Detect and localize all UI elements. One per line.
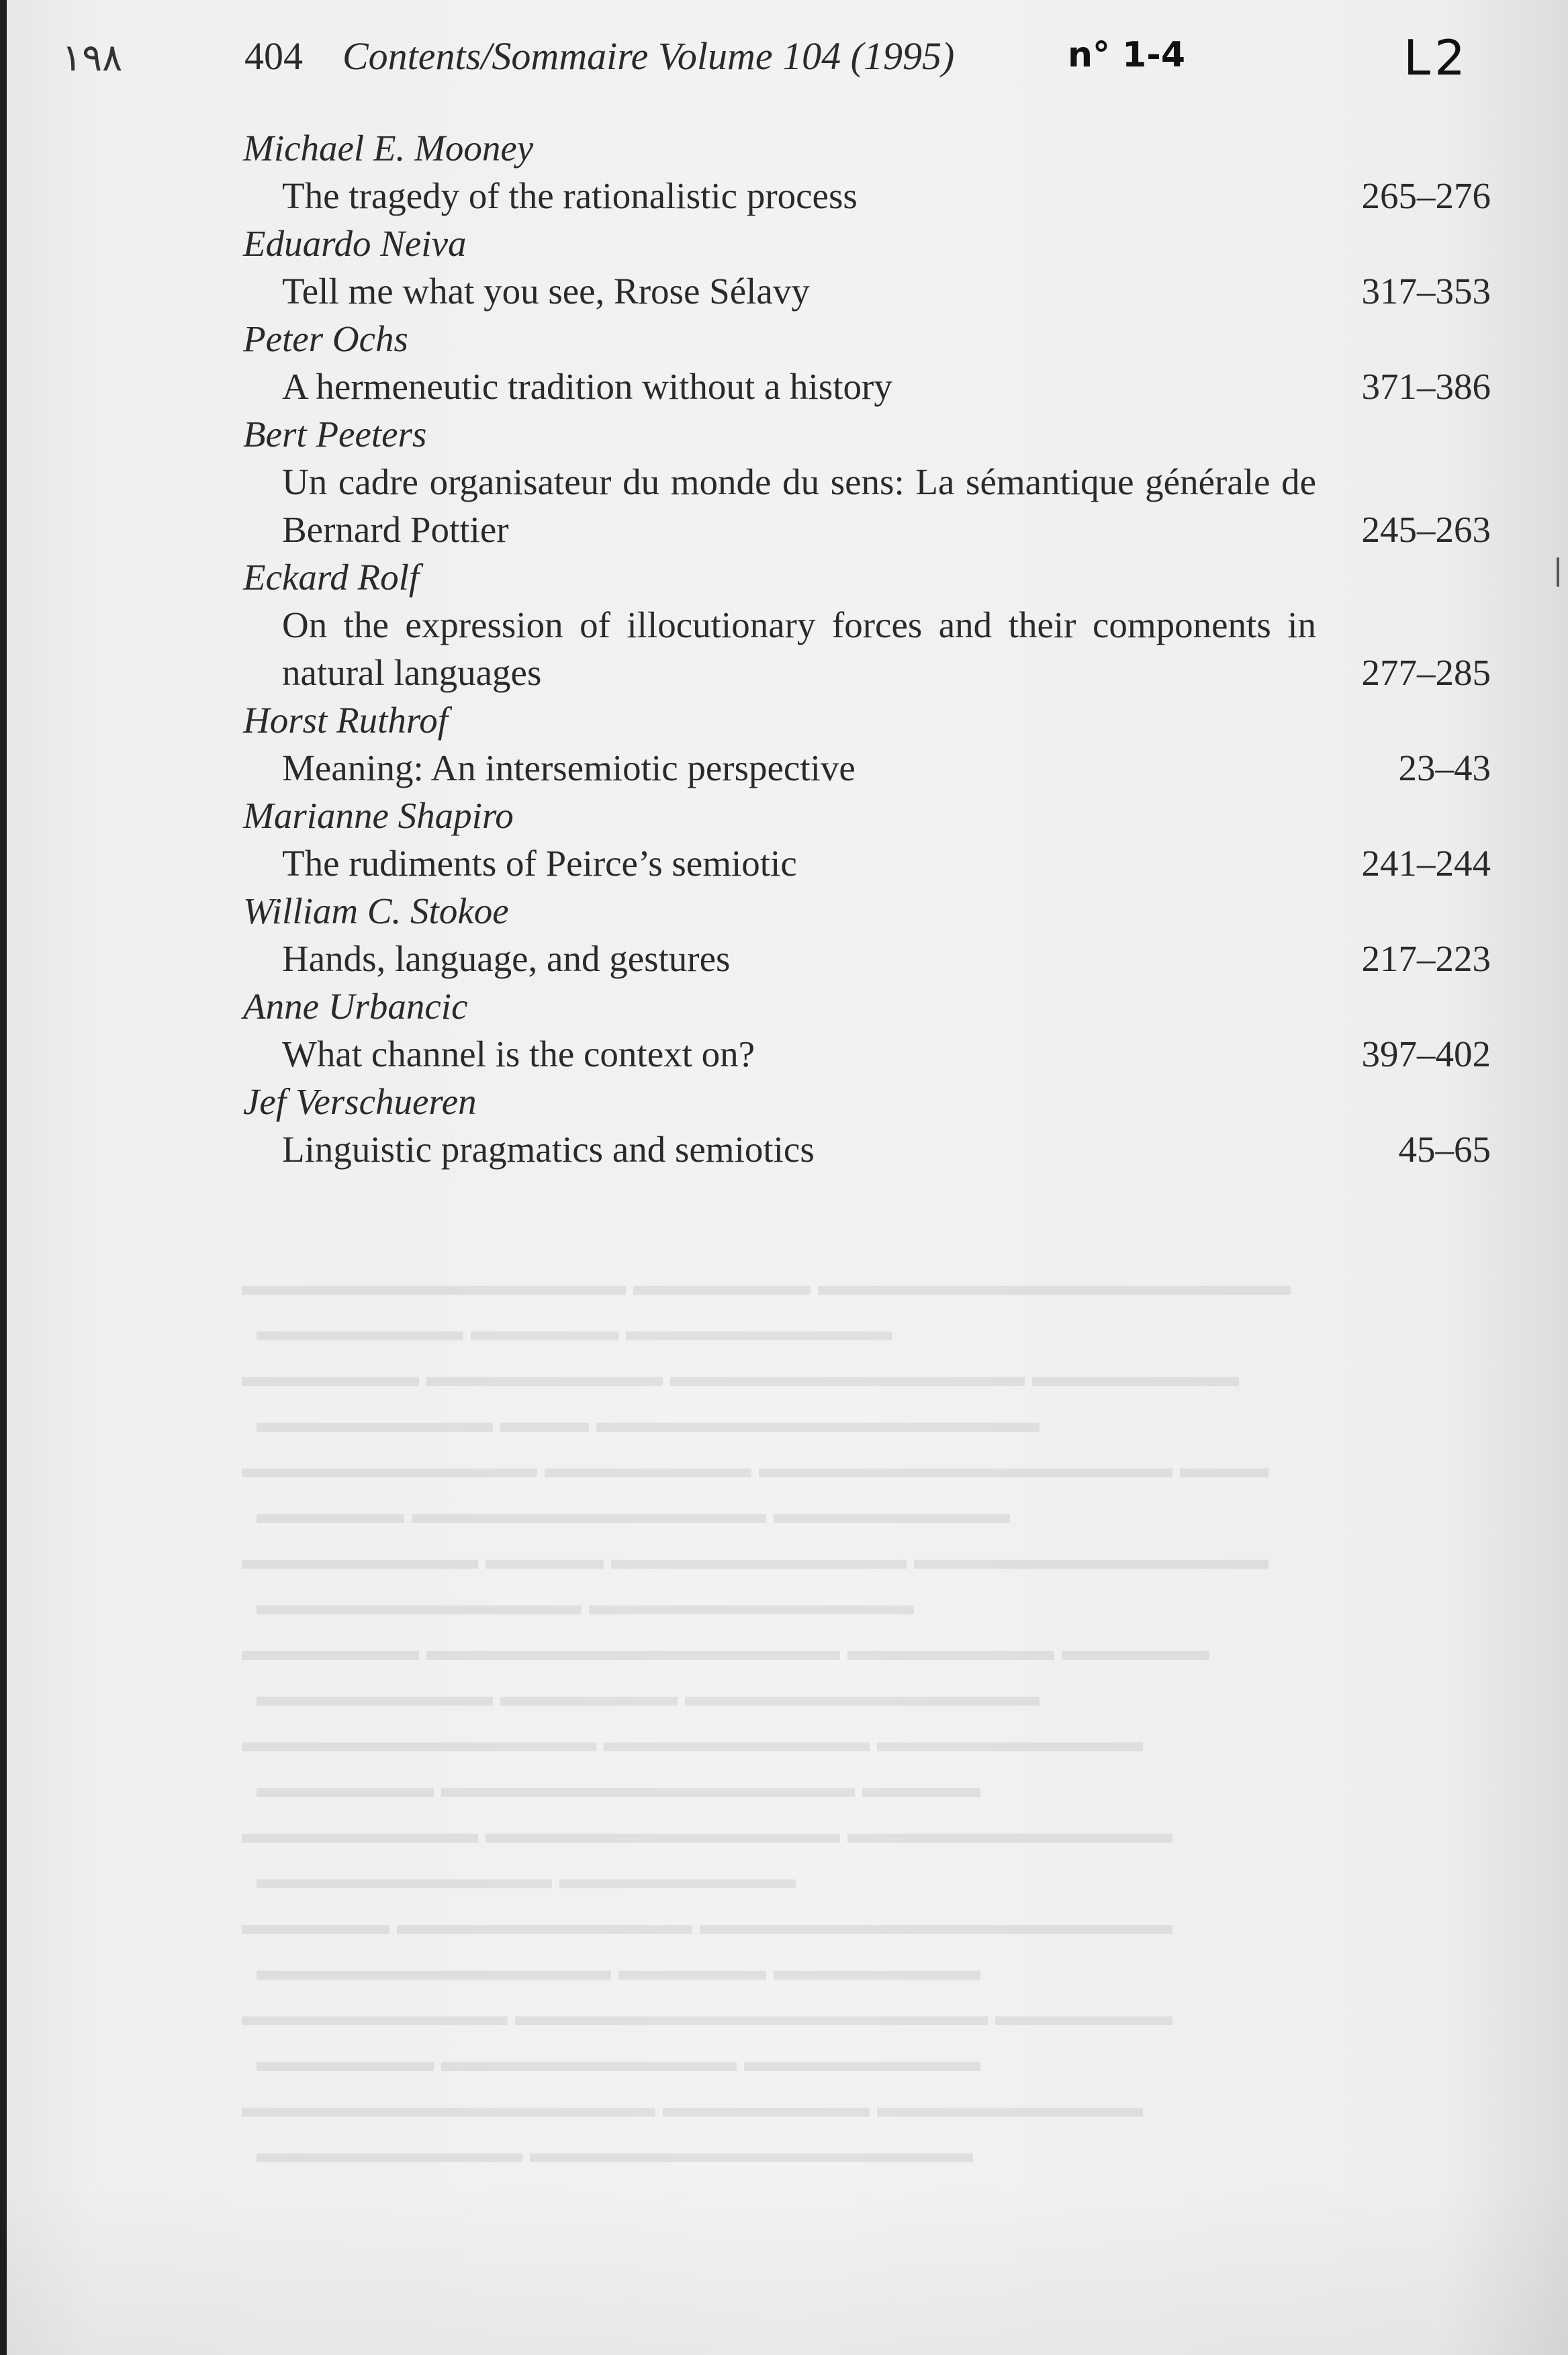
entry-title: Un cadre organisateur du monde du sens: La sémantique générale de Bernard Pottier bbox=[282, 461, 1316, 550]
entry-author: Peter Ochs bbox=[243, 318, 408, 359]
entry-pages: 265–276 bbox=[1361, 175, 1491, 216]
entry-pages: 371–386 bbox=[1361, 366, 1491, 407]
paper-blemish bbox=[1557, 557, 1559, 587]
entry-title: On the expression of illocutionary forces and their components in natural languages bbox=[282, 604, 1316, 693]
toc-entry bbox=[228, 982, 1491, 1078]
entry-pages: 217–223 bbox=[1361, 938, 1491, 979]
entry-line bbox=[228, 744, 1491, 792]
entry-line bbox=[228, 839, 1491, 887]
entry-line bbox=[228, 267, 1491, 315]
entry-title: The tragedy of the rationalistic process bbox=[282, 175, 858, 216]
entry-author: Jef Verschueren bbox=[243, 1081, 477, 1122]
entry-author: Eckard Rolf bbox=[243, 557, 420, 598]
entry-title: Linguistic pragmatics and semiotics bbox=[282, 1129, 815, 1170]
toc-entry bbox=[228, 1078, 1491, 1173]
handwritten-issue-note: n° 1-4 bbox=[1068, 35, 1186, 75]
entry-title: A hermeneutic tradition without a history bbox=[282, 366, 892, 407]
toc-entry bbox=[228, 315, 1491, 410]
entry-pages: 317–353 bbox=[1361, 271, 1491, 312]
entry-author: Michael E. Mooney bbox=[243, 128, 534, 169]
entry-line bbox=[228, 935, 1491, 982]
entry-line bbox=[228, 601, 1491, 696]
toc-entry bbox=[228, 410, 1491, 553]
entry-pages: 277–285 bbox=[1361, 652, 1491, 693]
page-shadow bbox=[0, 2180, 1568, 2355]
entry-line bbox=[228, 363, 1491, 410]
toc-entry bbox=[228, 553, 1491, 696]
entry-pages: 397–402 bbox=[1361, 1033, 1491, 1074]
entry-line bbox=[228, 172, 1491, 220]
entry-title: What channel is the context on? bbox=[282, 1033, 755, 1074]
toc-entry bbox=[228, 887, 1491, 982]
entry-title: Hands, language, and gestures bbox=[282, 938, 731, 979]
show-through-texture: ▬▬▬▬▬▬▬▬▬▬▬▬▬ ▬▬▬▬▬▬ ▬▬▬▬▬▬▬▬▬▬▬▬▬▬▬▬ ▬▬▬▬▬▬▬ ▬▬▬▬▬ ▬▬▬▬▬▬▬▬▬ ▬▬▬▬▬▬ ▬▬▬▬▬▬▬▬ ▬▬▬▬▬▬▬▬▬▬▬▬ ▬▬▬▬▬▬▬ ▬▬▬▬▬▬▬▬ ▬▬▬ ▬▬▬▬▬▬▬▬▬▬▬▬▬▬▬ ▬▬▬▬▬▬▬▬▬▬ ▬▬▬▬▬▬▬ ▬▬▬▬▬▬▬▬▬▬▬▬▬▬ ▬▬▬ ▬▬▬▬▬ ▬▬▬▬▬▬▬▬▬▬▬▬ ▬▬▬▬▬▬▬▬ ▬▬▬▬▬▬▬▬ ▬▬▬▬ ▬▬▬▬▬▬▬▬▬▬ ▬▬▬▬▬▬▬▬▬▬▬▬ ▬▬▬▬▬▬▬▬▬▬▬ ▬▬▬▬▬▬▬▬▬▬▬ ▬▬▬▬▬▬ ▬▬▬▬▬▬▬▬▬▬▬▬▬▬ ▬▬▬▬▬▬▬ ▬▬▬▬▬ ▬▬▬▬▬▬▬▬ ▬▬▬▬▬▬ ▬▬▬▬▬▬▬▬▬▬▬▬ ▬▬▬▬▬▬▬▬▬▬▬▬ ▬▬▬▬▬▬▬▬▬ ▬▬▬▬▬▬▬▬▬ ▬▬▬▬▬▬ ▬▬▬▬▬▬▬▬▬▬▬▬▬▬ ▬▬▬▬ ▬▬▬▬▬▬▬▬ ▬▬▬▬▬▬▬▬▬▬▬▬ ▬▬▬▬▬▬▬▬▬▬▬ ▬▬▬▬▬▬▬▬▬▬ ▬▬▬▬▬▬▬▬ ▬▬▬▬▬ ▬▬▬▬▬▬▬▬▬▬ ▬▬▬▬▬▬▬▬▬▬▬▬▬▬▬▬ ▬▬▬▬▬▬▬▬▬▬▬▬ ▬▬▬▬▬ ▬▬▬▬▬▬▬ ▬▬▬▬▬▬▬▬▬ ▬▬▬▬▬▬▬▬▬▬▬▬▬▬▬▬ ▬▬▬▬▬▬ ▬▬▬▬▬▬ ▬▬▬▬▬▬▬▬▬▬ ▬▬▬▬▬▬▬▬ ▬▬▬▬▬▬▬▬▬▬▬▬▬▬ ▬▬▬▬▬▬▬ ▬▬▬▬▬▬▬▬▬ ▬▬▬▬▬▬▬▬▬ ▬▬▬▬▬▬▬▬▬▬▬▬▬▬▬ bbox=[242, 1268, 1291, 2169]
running-head: Contents/Sommaire Volume 104 (1995) bbox=[342, 34, 955, 78]
entry-author: Anne Urbancic bbox=[243, 986, 468, 1027]
toc-entry bbox=[228, 220, 1491, 315]
entry-pages: 23–43 bbox=[1398, 747, 1491, 788]
entry-title: Meaning: An intersemiotic perspective bbox=[282, 747, 856, 788]
entry-pages: 245–263 bbox=[1361, 509, 1491, 550]
page-number: 404 bbox=[244, 34, 303, 78]
entry-line bbox=[228, 1125, 1491, 1173]
toc-entry bbox=[228, 124, 1491, 220]
entry-title: Tell me what you see, Rrose Sélavy bbox=[282, 271, 810, 312]
entry-author: Bert Peeters bbox=[243, 414, 427, 455]
handwritten-margin-number: ١٩٨ bbox=[62, 36, 123, 80]
entry-line bbox=[228, 458, 1491, 553]
entry-line bbox=[228, 1030, 1491, 1078]
entry-pages: 241–244 bbox=[1361, 843, 1491, 884]
contents-list bbox=[228, 124, 1491, 1173]
page-binding-edge bbox=[0, 0, 7, 2355]
entry-author: Horst Ruthrof bbox=[243, 700, 449, 741]
entry-author: Eduardo Neiva bbox=[243, 223, 467, 264]
page-header bbox=[0, 27, 1568, 87]
entry-title: The rudiments of Peirce’s semiotic bbox=[282, 843, 797, 884]
handwritten-corner-mark: L2 bbox=[1403, 30, 1469, 86]
entry-author: William C. Stokoe bbox=[243, 890, 509, 931]
toc-entry bbox=[228, 792, 1491, 887]
entry-author: Marianne Shapiro bbox=[243, 795, 514, 836]
entry-pages: 45–65 bbox=[1398, 1129, 1491, 1170]
toc-entry bbox=[228, 696, 1491, 792]
